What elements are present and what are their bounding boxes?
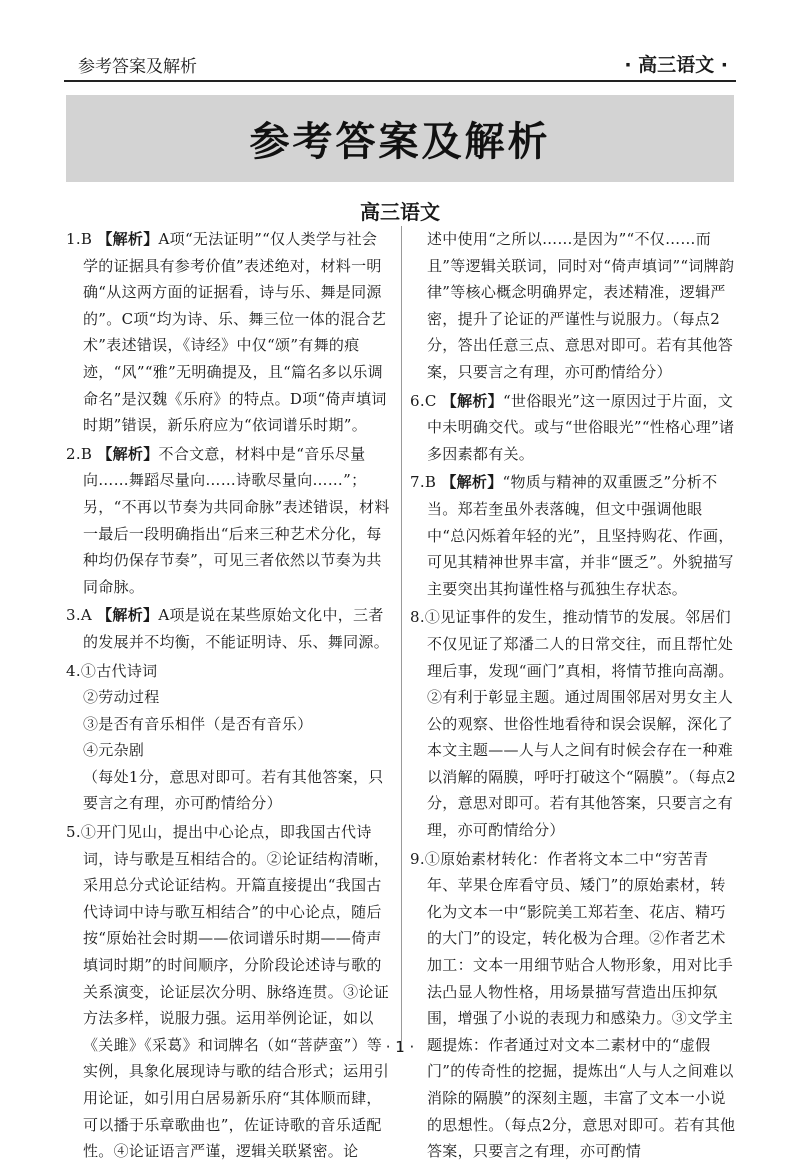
answer-number: 1.B bbox=[66, 230, 93, 248]
column-divider bbox=[401, 226, 402, 1052]
answer-text: “世俗眼光”这一原因过于片面，文中未明确交代。或与“世俗眼光”“性格心理”诸多因素都有关。 bbox=[427, 391, 735, 463]
answer-item-5-continued: 述中使用“之所以……是因为”“不仅……而且”等逻辑关联词，同时对“倚声填词”“词牌韵律”等核心概念明确界定，表述精准，逻辑严密，提升了论证的严谨性与说服力。（每点2分，答出任意三点、意思对即可。若有其他答案，只要言之有理，亦可酌情给分） bbox=[427, 230, 735, 381]
answer-item-1 bbox=[66, 226, 390, 439]
analysis-tag: 【解析】 bbox=[97, 444, 159, 463]
title-banner bbox=[66, 95, 734, 182]
answer-text: A项是说在某些原始文化中，三者的发展并不均衡，不能证明诗、乐、舞同源。 bbox=[83, 606, 390, 651]
answer-item-6 bbox=[410, 388, 736, 468]
answer-item-2 bbox=[66, 441, 390, 601]
answer-line: ②劳动过程 bbox=[83, 688, 160, 707]
answer-item-3 bbox=[66, 602, 390, 655]
page-title: 参考答案及解析 bbox=[249, 119, 551, 165]
analysis-tag: 【解析】 bbox=[441, 473, 503, 492]
answer-text: ①开门见山，提出中心论点，即我国古代诗词，诗与歌是互相结合的。②论证结构清晰，采用总分式论证结构。开篇直接提出“我国古代诗词中诗与歌互相结合”的中心论点，随后按“原始社会时期——依词谱乐时期——倚声填词时期”的时间顺序，分阶段论述诗与歌的关系演变，论证层次分明、脉络连贯。③论证方法多样，说服力强。运用举例论证，如以《关雎》《采葛》和词牌名（如“菩萨蛮”）等实例，具象化展现诗与歌的结合形式；运用引用论证，如引用白居易新乐府“其体顺而肆，可以播于乐章歌曲也”，佐证诗歌的音乐适配性。④论证语言严谨，逻辑关联紧密。论 bbox=[80, 823, 390, 1161]
answer-item-4 bbox=[66, 658, 390, 818]
answer-number: 8. bbox=[410, 608, 425, 627]
answer-text: ①原始素材转化：作者将文本二中“穷苦青年、苹果仓库看守员、矮门”的原始素材，转化为文本一中“影院美工郑若奎、花店、精巧的大门”的设定，转化极为合理。②作者艺术加工：文本一用细节贴合人物形象，用对比手法凸显人物性格，用场景描写营造出压抑氛围，增强了小说的表现力和感染力。③文学主题提炼：作者通过对文本二素材中的“虚假门”的传奇性的挖掘，提炼出“人与人之间难以消除的隔膜”的深刻主题，丰富了文本一小说的思想性。（每点2分，意思对即可。若有其他答案，只要言之有理，亦可酌情 bbox=[424, 849, 736, 1161]
scoring-note: （每处1分，意思对即可。若有其他答案，只要言之有理，亦可酌情给分） bbox=[83, 767, 384, 813]
page-number: · 1 · bbox=[385, 1038, 415, 1056]
answer-line: ④元杂剧 bbox=[83, 741, 145, 760]
answer-number: 9. bbox=[410, 849, 425, 868]
running-header-left: 参考答案及解析 bbox=[78, 57, 197, 77]
answer-number: 4. bbox=[66, 661, 81, 680]
answer-item-8 bbox=[410, 604, 736, 843]
answer-number: 7.B bbox=[410, 473, 437, 492]
answer-line: ③是否有音乐相伴（是否有音乐） bbox=[83, 714, 313, 733]
answer-number: 6.C bbox=[410, 391, 437, 410]
answer-number: 2.B bbox=[66, 444, 93, 463]
answer-line: ①古代诗词 bbox=[80, 661, 158, 680]
answer-item-9 bbox=[410, 846, 736, 1165]
answer-text: “物质与精神的双重匮乏”分析不当。郑若奎虽外表落魄，但文中强调他眼中“总闪烁着年轻的光”，且坚持购花、作画，可见其精神世界丰富，并非“匮乏”。外貌描写主要突出其拘谨性格与孤独生存状态。 bbox=[427, 473, 734, 598]
running-header-right: · 高三语文 · bbox=[624, 54, 728, 76]
right-column bbox=[410, 226, 736, 1167]
left-column bbox=[66, 226, 390, 1167]
answer-text: ①见证事件的发生，推动情节的发展。邻居们不仅见证了郑潘二人的日常交往，而且帮忙处理后事，发现“画门”真相，将情节推向高潮。②有利于彰显主题。通过周围邻居对男女主人公的观察、世俗性地看待和误会误解，深化了本文主题——人与人之间有时候会存在一种难以消解的隔膜，呼吁打破这个“隔膜”。（每点2分，意思对即可。若有其他答案，只要言之有理，亦可酌情给分） bbox=[424, 608, 736, 840]
analysis-tag: 【解析】 bbox=[441, 391, 503, 410]
answer-item-7 bbox=[410, 469, 736, 602]
answer-number: 5. bbox=[66, 823, 81, 842]
answer-number: 3.A bbox=[66, 606, 93, 625]
analysis-tag: 【解析】 bbox=[97, 606, 159, 625]
answer-text: A项“无法证明”“仅人类学与社会学的证据具有参考价值”表述绝对，材料一明确“从这两方面的证据看，诗与乐、舞是同源的”。C项“均为诗、乐、舞三位一体的混合艺术”表述错误，《诗经》中仅“颂”有舞的痕迹，“风”“雅”无明确提及，且“篇名多以乐调命名”是汉魏《乐府》的特点。D项“倚声填词时期”错误，新乐府应为“依词谱乐时期”。 bbox=[83, 230, 387, 435]
analysis-tag: 【解析】 bbox=[97, 230, 159, 248]
header-rule bbox=[64, 80, 736, 82]
answer-item-5 bbox=[66, 819, 390, 1165]
answer-text: 不合文意，材料中是“音乐尽量向……舞蹈尽量向……诗歌尽量向……”；另，“不再以节奏为共同命脉”表述错误，材料一最后一段明确指出“后来三种艺术分化，每种均仍保存节奏”，可见三者依然以节奏为共同命脉。 bbox=[83, 444, 390, 596]
subject-heading: 高三语文 bbox=[360, 200, 440, 224]
